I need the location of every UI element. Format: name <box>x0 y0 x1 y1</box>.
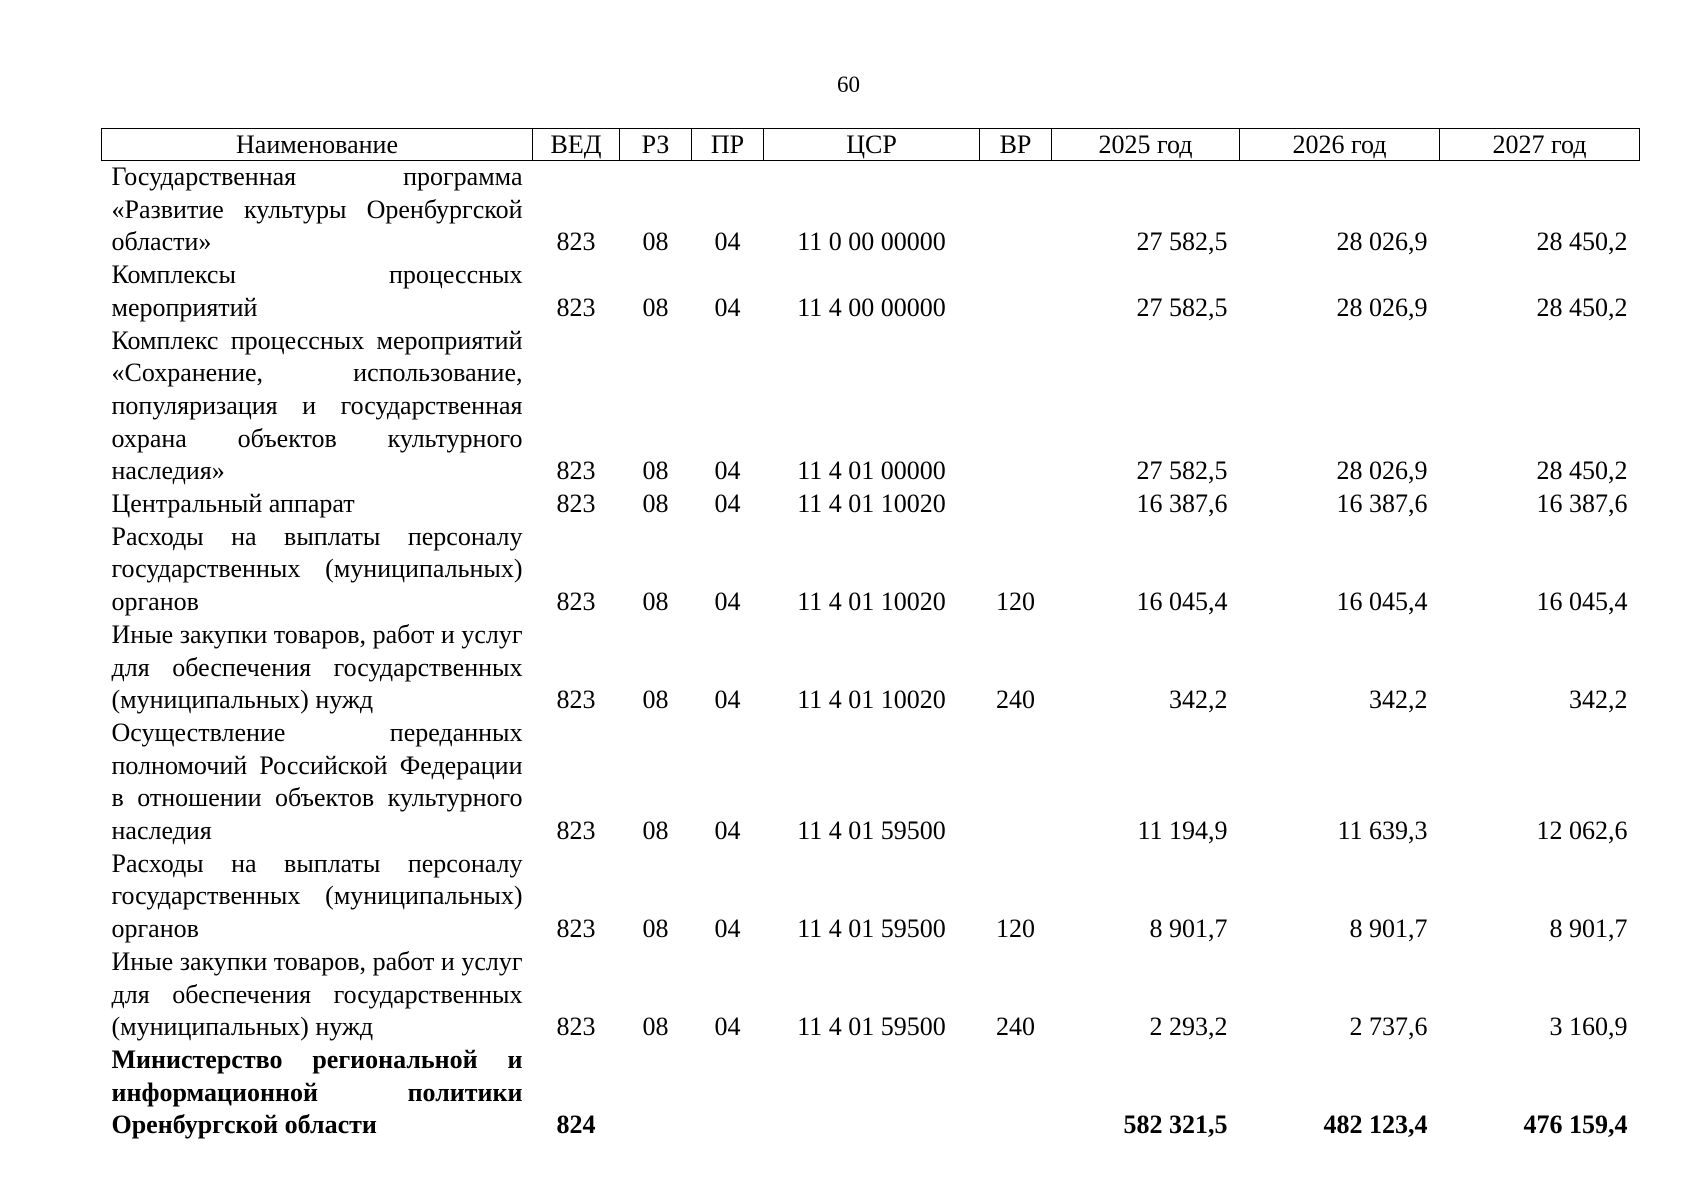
row-rz: 08 <box>642 685 669 715</box>
row-2025: 16 045,4 <box>1136 587 1228 617</box>
row-2027: 342,2 <box>1569 685 1628 715</box>
row-pr: 04 <box>714 914 741 944</box>
row-2027: 16 045,4 <box>1536 587 1628 617</box>
row-rz: 08 <box>642 456 669 486</box>
budget-table <box>101 128 1640 1142</box>
row-2026: 28 026,9 <box>1336 456 1428 486</box>
row-2025: 8 901,7 <box>1149 914 1228 944</box>
row-2026: 11 639,3 <box>1337 816 1428 846</box>
row-name: Комплексы процессных мероприятий <box>111 260 523 322</box>
table-row-ministry-total <box>102 1044 1640 1142</box>
table-header-row <box>102 129 1640 161</box>
table-row <box>102 946 1640 1044</box>
table-row <box>102 717 1640 848</box>
row-2027: 28 450,2 <box>1536 456 1628 486</box>
row-2025: 16 387,6 <box>1136 489 1228 519</box>
row-csr: 11 4 01 00000 <box>797 456 946 486</box>
row-pr: 04 <box>714 456 741 486</box>
row-2026: 8 901,7 <box>1349 914 1428 944</box>
row-name: Расходы на выплаты персоналу государственных (муниципальных) органов <box>111 521 523 617</box>
row-name: Расходы на выплаты персоналу государственных (муниципальных) органов <box>111 848 523 944</box>
row-rz: 08 <box>642 914 669 944</box>
row-ved: 823 <box>556 227 596 257</box>
row-ved: 823 <box>556 816 596 846</box>
row-pr: 04 <box>714 489 741 519</box>
header-2025: 2025 год <box>1052 129 1240 161</box>
row-rz: 08 <box>642 292 669 322</box>
row-pr: 04 <box>714 685 741 715</box>
header-vr: ВР <box>980 129 1052 161</box>
row-vr: 240 <box>996 685 1035 715</box>
row-ved: 823 <box>556 914 596 944</box>
row-name: Комплекс процессных мероприятий «Сохранение, использование, популяризация и государственная охрана объектов культурного наследия» <box>111 325 523 486</box>
row-vr <box>980 161 1052 260</box>
row-rz: 08 <box>642 489 669 519</box>
row-csr: 11 4 01 10020 <box>797 685 946 715</box>
row-rz <box>620 1044 692 1142</box>
header-name: Наименование <box>102 129 533 161</box>
row-rz: 08 <box>642 587 669 617</box>
table-row <box>102 619 1640 717</box>
row-pr <box>692 1044 764 1142</box>
row-vr: 120 <box>996 587 1035 617</box>
row-csr <box>764 1044 980 1142</box>
row-name: Центральный аппарат <box>111 489 355 519</box>
row-ved: 823 <box>556 489 596 519</box>
row-vr <box>980 717 1052 848</box>
row-ved: 823 <box>556 685 596 715</box>
row-pr: 04 <box>714 587 741 617</box>
row-name: Министерство региональной и информационной политики Оренбургской области <box>111 1044 523 1140</box>
row-vr <box>980 488 1052 521</box>
row-2027: 28 450,2 <box>1536 227 1628 257</box>
row-vr <box>980 259 1052 324</box>
table-row <box>102 848 1640 946</box>
row-2026: 16 045,4 <box>1336 587 1428 617</box>
table-row <box>102 521 1640 619</box>
header-ved: ВЕД <box>533 129 620 161</box>
header-rz: РЗ <box>620 129 692 161</box>
row-ved: 823 <box>556 1012 596 1042</box>
row-csr: 11 4 00 00000 <box>797 292 946 322</box>
row-ved: 824 <box>556 1110 596 1140</box>
row-pr: 04 <box>714 816 741 846</box>
row-2026: 482 123,4 <box>1323 1110 1428 1140</box>
row-2025: 342,2 <box>1169 685 1228 715</box>
row-2027: 8 901,7 <box>1549 914 1628 944</box>
row-2027: 16 387,6 <box>1536 489 1628 519</box>
row-2027: 476 159,4 <box>1523 1110 1628 1140</box>
row-2027: 28 450,2 <box>1536 292 1628 322</box>
row-2026: 342,2 <box>1369 685 1428 715</box>
header-2027: 2027 год <box>1440 129 1640 161</box>
row-ved: 823 <box>556 292 596 322</box>
row-vr <box>980 325 1052 489</box>
row-csr: 11 4 01 59500 <box>797 1012 946 1042</box>
row-ved: 823 <box>556 587 596 617</box>
row-2027: 12 062,6 <box>1536 816 1628 846</box>
row-pr: 04 <box>714 227 741 257</box>
row-csr: 11 4 01 59500 <box>797 914 946 944</box>
header-csr: ЦСР <box>764 129 980 161</box>
row-csr: 11 4 01 10020 <box>797 489 946 519</box>
row-vr: 120 <box>996 914 1035 944</box>
row-2025: 582 321,5 <box>1123 1110 1228 1140</box>
table-row <box>102 259 1640 324</box>
table-row <box>102 488 1640 521</box>
row-2025: 2 293,2 <box>1149 1012 1228 1042</box>
row-vr <box>980 1044 1052 1142</box>
row-name: Иные закупки товаров, работ и услуг для обеспечения государственных (муниципальных) нужд <box>111 946 523 1042</box>
row-2027: 3 160,9 <box>1549 1012 1628 1042</box>
row-2025: 27 582,5 <box>1136 456 1228 486</box>
row-rz: 08 <box>642 227 669 257</box>
page-number: 60 <box>837 72 860 97</box>
row-2025: 27 582,5 <box>1136 292 1228 322</box>
row-rz: 08 <box>642 816 669 846</box>
row-name: Осуществление переданных полномочий Российской Федерации в отношении объектов культурного наследия <box>111 717 523 846</box>
row-csr: 11 4 01 10020 <box>797 587 946 617</box>
row-2026: 16 387,6 <box>1336 489 1428 519</box>
row-2026: 2 737,6 <box>1349 1012 1428 1042</box>
row-2026: 28 026,9 <box>1336 227 1428 257</box>
row-rz: 08 <box>642 1012 669 1042</box>
row-name: Иные закупки товаров, работ и услуг для обеспечения государственных (муниципальных) нужд <box>111 619 523 715</box>
row-2026: 28 026,9 <box>1336 292 1428 322</box>
row-2025: 11 194,9 <box>1137 816 1228 846</box>
row-csr: 11 4 01 59500 <box>797 816 946 846</box>
row-name: Государственная программа «Развитие культуры Оренбургской области» <box>111 162 523 257</box>
table-row <box>102 161 1640 260</box>
header-pr: ПР <box>692 129 764 161</box>
header-2026: 2026 год <box>1240 129 1440 161</box>
row-csr: 11 0 00 00000 <box>797 227 946 257</box>
table-row <box>102 325 1640 489</box>
row-2025: 27 582,5 <box>1136 227 1228 257</box>
row-pr: 04 <box>714 1012 741 1042</box>
row-pr: 04 <box>714 292 741 322</box>
row-vr: 240 <box>996 1012 1035 1042</box>
row-ved: 823 <box>556 456 596 486</box>
